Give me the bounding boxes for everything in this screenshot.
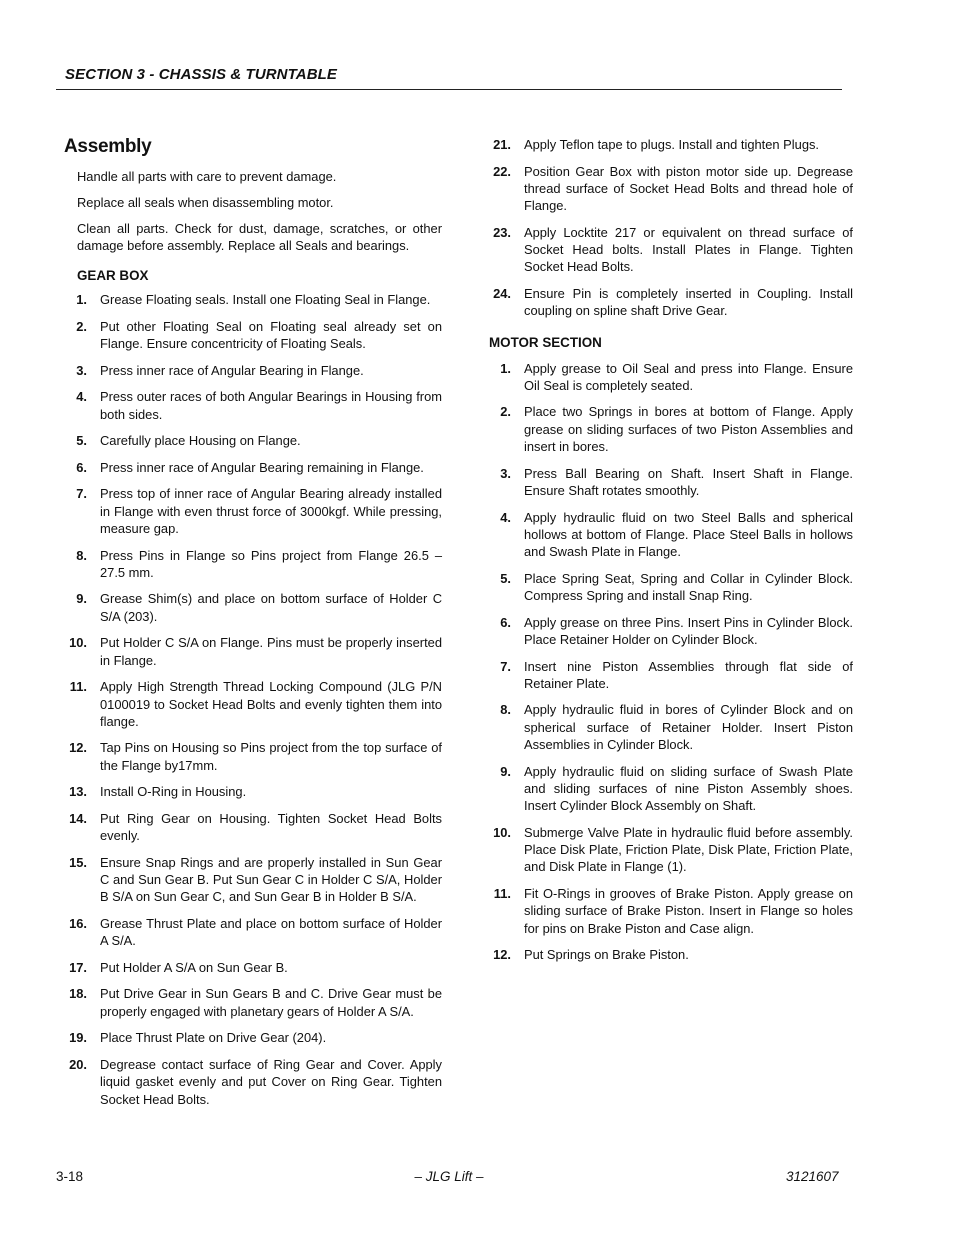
step-item <box>64 318 442 353</box>
step-item <box>489 701 853 753</box>
section-title: SECTION 3 - CHASSIS & TURNTABLE <box>65 66 338 83</box>
step-item <box>489 136 853 153</box>
step-text: Press outer races of both Angular Bearings in Housing from both sides. <box>100 389 442 422</box>
step-item <box>64 783 442 800</box>
step-text: Grease Floating seals. Install one Floating Seal in Flange. <box>100 292 431 308</box>
step-item <box>64 854 442 906</box>
step-text: Press top of inner race of Angular Bearing already installed in Flange with even thrust force of 3000kgf. While pressing, measure gap. <box>100 486 442 536</box>
step-text: Carefully place Housing on Flange. <box>100 433 301 449</box>
step-number: 2. <box>76 318 87 334</box>
step-text: Ensure Pin is completely inserted in Coupling. Install coupling on spline shaft Drive Gear. <box>524 285 853 319</box>
step-number: 6. <box>500 614 511 630</box>
step-text: Ensure Snap Rings and are properly installed in Sun Gear C and Sun Gear B. Put Sun Gear C in Holder C S/A, Holder B S/A on Sun Gear C, and Sun Gear B in Holder B S/A. <box>100 854 442 905</box>
step-item <box>64 590 442 625</box>
step-number: 1. <box>500 360 511 376</box>
gear-box-steps <box>64 291 442 1108</box>
step-item <box>64 1056 442 1108</box>
step-number: 12. <box>493 947 511 963</box>
motor-section-steps <box>489 360 853 964</box>
step-item <box>489 763 853 815</box>
step-text: Put Ring Gear on Housing. Tighten Socket Head Bolts evenly. <box>100 810 442 844</box>
step-text: Fit O-Rings in grooves of Brake Piston. Apply grease on sliding surface of Brake Piston. Insert in Flange so holes for pins on Brake Piston and Case align. <box>524 885 853 936</box>
step-text: Submerge Valve Plate in hydraulic fluid before assembly. Place Disk Plate, Friction Plate, Disk Plate, Friction Plate, and Disk Plate in Flange (1). <box>524 824 853 875</box>
assembly-heading: Assembly <box>64 136 152 157</box>
motor-section-heading: MOTOR SECTION <box>489 334 602 350</box>
step-number: 22. <box>493 163 511 179</box>
step-text: Apply Teflon tape to plugs. Install and tighten Plugs. <box>524 137 820 152</box>
step-item <box>489 224 853 276</box>
step-text: Install O-Ring in Housing. <box>100 784 247 800</box>
step-item <box>64 362 442 379</box>
step-item <box>489 658 853 693</box>
step-item <box>64 388 442 423</box>
step-number: 9. <box>500 763 511 779</box>
step-number: 5. <box>500 570 511 586</box>
step-number: 11. <box>69 679 87 695</box>
step-number: 8. <box>500 702 511 718</box>
step-number: 4. <box>76 389 87 405</box>
step-number: 3. <box>76 362 87 378</box>
step-text: Apply grease to Oil Seal and press into Flange. Ensure Oil Seal is completely seated. <box>524 360 853 393</box>
step-item <box>489 465 853 500</box>
left-column <box>64 136 442 1117</box>
step-text: Put Holder C S/A on Flange. Pins must be properly inserted in Flange. <box>100 635 442 668</box>
step-item <box>489 285 853 320</box>
step-item <box>489 946 853 963</box>
step-number: 4. <box>500 509 511 525</box>
step-text: Press Pins in Flange so Pins project from Flange 26.5 – 27.5 mm. <box>100 547 442 580</box>
step-number: 1. <box>76 292 87 308</box>
step-number: 7. <box>500 658 511 674</box>
gear-box-heading: GEAR BOX <box>77 268 149 284</box>
step-text: Press inner race of Angular Bearing in Flange. <box>100 362 364 378</box>
step-item <box>64 459 442 476</box>
step-item <box>489 824 853 876</box>
step-item <box>489 509 853 561</box>
step-item <box>489 885 853 937</box>
step-item <box>64 915 442 950</box>
step-text: Apply High Strength Thread Locking Compound (JLG P/N 0100019 to Socket Head Bolts and evenly tighten them into flange. <box>100 679 442 729</box>
step-text: Apply hydraulic fluid on sliding surface of Swash Plate and sliding surfaces of nine Piston Assembly shoes. Insert Cylinder Block Assembly on Shaft. <box>524 763 853 814</box>
doc-number: 3121607 <box>786 1169 839 1184</box>
step-item <box>489 403 853 455</box>
step-text: Place Spring Seat, Spring and Collar in Cylinder Block. Compress Spring and install Snap Ring. <box>524 570 853 604</box>
step-text: Put other Floating Seal on Floating seal already set on Flange. Ensure concentricity of Floating Seals. <box>100 318 442 352</box>
step-text: Insert nine Piston Assemblies through flat side of Retainer Plate. <box>524 658 853 691</box>
step-number: 16. <box>69 915 87 931</box>
step-item <box>489 570 853 605</box>
step-number: 10. <box>493 824 511 840</box>
step-item <box>64 547 442 582</box>
step-text: Degrease contact surface of Ring Gear and Cover. Apply liquid gasket evenly and put Cover on Ring Gear. Tighten Socket Head Bolts. <box>100 1056 442 1107</box>
intro-paragraph: Clean all parts. Check for dust, damage, scratches, or other damage before assembly. Replace all Seals and bearings. <box>77 220 442 253</box>
step-number: 6. <box>76 459 87 475</box>
step-number: 15. <box>69 854 87 870</box>
step-item <box>64 810 442 845</box>
step-number: 21. <box>493 137 511 152</box>
intro-paragraph: Handle all parts with care to prevent damage. <box>77 169 337 184</box>
header-rule <box>56 89 842 90</box>
step-text: Put Holder A S/A on Sun Gear B. <box>100 959 288 975</box>
step-number: 9. <box>76 591 87 607</box>
step-item <box>64 432 442 449</box>
step-item <box>489 360 853 395</box>
step-number: 23. <box>493 224 511 240</box>
step-number: 10. <box>69 635 87 651</box>
step-number: 20. <box>69 1056 87 1072</box>
step-text: Apply Locktite 217 or equivalent on thread surface of Socket Head bolts. Install Plates in Flange. Tighten Socket Head Bolts. <box>524 224 853 275</box>
step-item <box>64 739 442 774</box>
step-number: 7. <box>76 486 87 502</box>
step-text: Position Gear Box with piston motor side up. Degrease thread surface of Socket Head Bolts and thread hole of Flange. <box>524 163 853 214</box>
step-item <box>64 1029 442 1046</box>
step-item <box>64 485 442 537</box>
right-column <box>489 136 853 973</box>
step-text: Put Springs on Brake Piston. <box>524 947 689 963</box>
step-text: Apply hydraulic fluid on two Steel Balls and spherical hollows at bottom of Flange. Place Steel Balls in hollows and Swash Plate in Flange. <box>524 509 853 560</box>
step-item <box>64 959 442 976</box>
step-text: Press Ball Bearing on Shaft. Insert Shaft in Flange. Ensure Shaft rotates smoothly. <box>524 465 853 498</box>
step-number: 13. <box>69 784 87 800</box>
step-text: Press inner race of Angular Bearing remaining in Flange. <box>100 459 424 475</box>
step-number: 8. <box>76 547 87 563</box>
step-text: Apply hydraulic fluid in bores of Cylinder Block and on spherical surface of Retainer Holder. Insert Piston Assemblies in Cylinder Block. <box>524 702 853 752</box>
step-number: 2. <box>500 404 511 420</box>
step-item <box>489 614 853 649</box>
step-number: 5. <box>76 433 87 449</box>
step-number: 18. <box>69 986 87 1002</box>
step-number: 19. <box>69 1030 87 1046</box>
step-number: 3. <box>500 465 511 481</box>
step-item <box>64 634 442 669</box>
step-text: Grease Thrust Plate and place on bottom surface of Holder A S/A. <box>100 915 442 949</box>
step-text: Tap Pins on Housing so Pins project from the top surface of the Flange by17mm. <box>100 740 442 773</box>
step-text: Apply grease on three Pins. Insert Pins in Cylinder Block. Place Retainer Holder on Cylinder Block. <box>524 614 853 647</box>
step-text: Place two Springs in bores at bottom of Flange. Apply grease on sliding surfaces of two Piston Assemblies and insert in bores. <box>524 404 853 455</box>
step-text: Put Drive Gear in Sun Gears B and C. Drive Gear must be properly engaged with planetary gears of Holder A S/A. <box>100 986 442 1019</box>
step-text: Grease Shim(s) and place on bottom surface of Holder C S/A (203). <box>100 591 442 624</box>
step-number: 11. <box>493 885 511 901</box>
intro-paragraph: Replace all seals when disassembling motor. <box>77 194 334 210</box>
step-item <box>64 291 442 308</box>
page-number: 3-18 <box>56 1169 84 1184</box>
step-item <box>64 678 442 730</box>
step-number: 14. <box>69 810 87 826</box>
step-number: 17. <box>69 959 87 975</box>
step-number: 12. <box>69 740 87 756</box>
step-item <box>489 163 853 215</box>
gear-box-steps-continued <box>489 136 853 320</box>
step-item <box>64 985 442 1020</box>
footer-brand-text: – JLG Lift – <box>414 1169 484 1184</box>
step-text: Place Thrust Plate on Drive Gear (204). <box>100 1030 327 1046</box>
step-number: 24. <box>493 285 511 301</box>
